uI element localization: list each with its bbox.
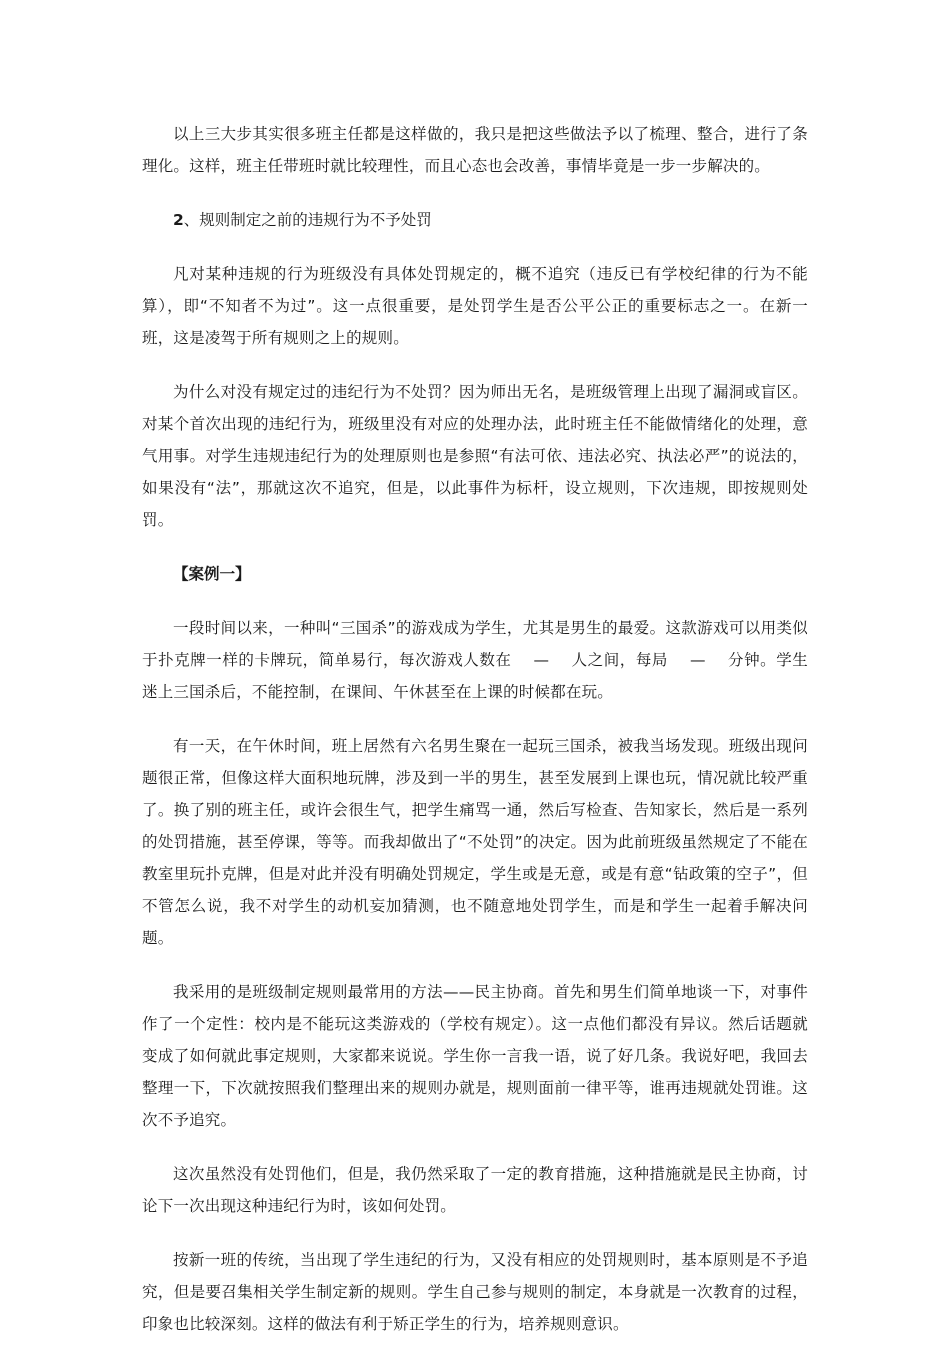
section-heading (142, 204, 808, 236)
paragraph-case-education: 这次虽然没有处罚他们，但是，我仍然采取了一定的教育措施，这种措施就是民主协商，讨论下一次出现这种违纪行为时，该如何处罚。 (142, 1165, 808, 1215)
paragraph-tradition: 按新一班的传统，当出现了学生违纪的行为，又没有相应的处罚规则时，基本原则是不予追究，但是要召集相关学生制定新的规则。学生自己参与规则的制定，本身就是一次教育的过程，印象也比较深刻。这样的做法有利于矫正学生的行为，培养规则意识。 (142, 1251, 808, 1333)
paragraph-rule-reason: 为什么对没有规定过的违纪行为不处罚？因为师出无名，是班级管理上出现了漏洞或盲区。对某个首次出现的违纪行为，班级里没有对应的处理办法，此时班主任不能做情绪化的处理，意气用事。对学生违规违纪行为的处理原则也是参照“有法可依、违法必究、执法必严”的说法的，如果没有“法”，那就这次不追究，但是，以此事件为标杆，设立规则，下次违规，即按规则处罚。 (142, 383, 808, 529)
section-number: 2 (173, 211, 184, 229)
paragraph-case-background (142, 612, 808, 708)
section-heading-text: 、规则制定之前的违规行为不予处罚 (183, 211, 432, 229)
case-background-dash-2: — (689, 651, 706, 669)
case-background-text-c: 分钟。学生迷上三国杀后，不能控制，在课间、午休甚至在上课的时候都在玩。 (142, 651, 808, 701)
case-title: 【案例一】 (173, 565, 251, 583)
paragraph-case-incident: 有一天，在午休时间，班上居然有六名男生聚在一起玩三国杀，被我当场发现。班级出现问题很正常，但像这样大面积地玩牌，涉及到一半的男生，甚至发展到上课也玩，情况就比较严重了。换了别的班主任，或许会很生气，把学生痛骂一通，然后写检查、告知家长，然后是一系列的处罚措施，甚至停课，等等。而我却做出了“不处罚”的决定。因为此前班级虽然规定了不能在教室里玩扑克牌，但是对此并没有明确处罚规定，学生或是无意，或是有意“钻政策的空子”，但不管怎么说，我不对学生的动机妄加猜测，也不随意地处罚学生，而是和学生一起着手解决问题。 (142, 737, 808, 947)
case-background-dash-1: — (533, 651, 550, 669)
paragraph-case-method: 我采用的是班级制定规则最常用的方法——民主协商。首先和男生们简单地谈一下，对事件作了一个定性：校内是不能玩这类游戏的（学校有规定）。这一点他们都没有异议。然后话题就变成了如何就此事定规则，大家都来说说。学生你一言我一语，说了好几条。我说好吧，我回去整理一下，下次就按照我们整理出来的规则办就是，规则面前一律平等，谁再违规就处罚谁。这次不予追究。 (142, 983, 808, 1129)
case-background-text-a: 一段时间以来，一种叫“三国杀”的游戏成为学生，尤其是男生的最爱。这款游戏可以用类似于扑克牌一样的卡牌玩，简单易行，每次游戏人数在 (142, 619, 808, 669)
document-body (142, 118, 808, 1362)
paragraph-summary: 以上三大步其实很多班主任都是这样做的，我只是把这些做法予以了梳理、整合，进行了条理化。这样，班主任带班时就比较理性，而且心态也会改善，事情毕竟是一步一步解决的。 (142, 125, 808, 175)
case-background-text-b: 人之间，每局 (571, 651, 668, 669)
paragraph-rule-statement: 凡对某种违规的行为班级没有具体处罚规定的，概不追究（违反已有学校纪律的行为不能算），即“不知者不为过”。这一点很重要，是处罚学生是否公平公正的重要标志之一。在新一班，这是凌驾于所有规则之上的规则。 (142, 265, 808, 347)
